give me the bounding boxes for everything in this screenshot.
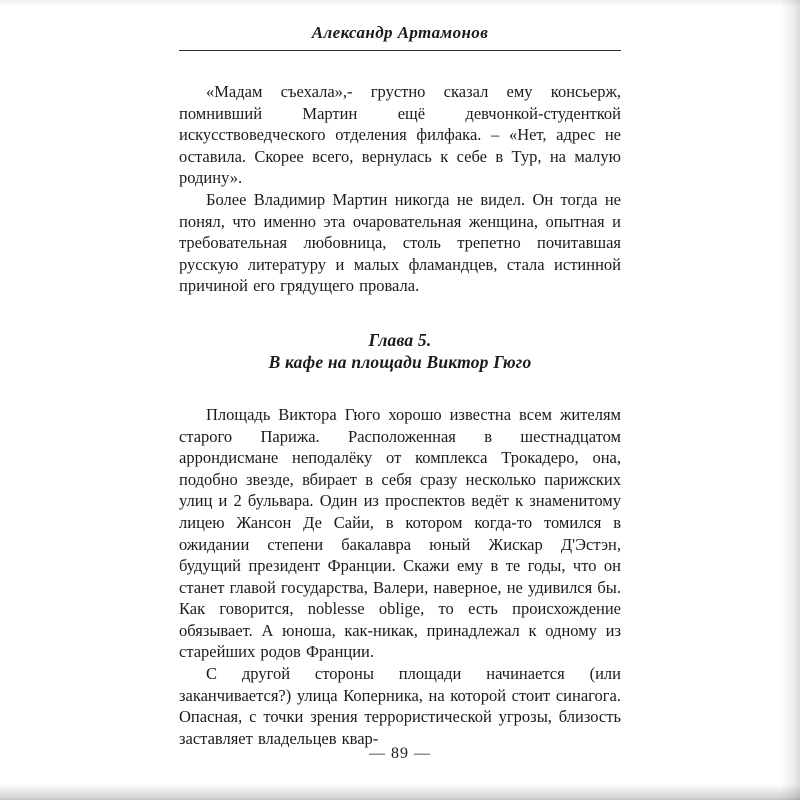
scan-edge-bottom bbox=[0, 784, 800, 800]
page-body bbox=[179, 81, 621, 749]
page-header bbox=[179, 0, 621, 51]
running-header-author: Александр Артамонов bbox=[311, 23, 489, 42]
header-rule bbox=[179, 50, 621, 51]
chapter-title: В кафе на площади Виктор Гюго bbox=[268, 351, 532, 372]
paragraph: С другой стороны площади начинается (или заканчивается?) улица Коперника, на которой стоит синагога. Опасная, с точки зрения террористической угрозы, близость заставляет владельцев квар- bbox=[179, 664, 621, 748]
chapter-heading bbox=[179, 329, 621, 373]
scan-edge-right bbox=[780, 0, 800, 800]
paragraph: «Мадам съехала»,- грустно сказал ему консьерж, помнивший Мартин ещё девчонкой-студенткой искусствоведческого отделения филфака. – «Нет, адрес не оставила. Скорее всего, вернулась к себе в Тур, на малую родину». bbox=[179, 82, 621, 188]
scan-edge-top bbox=[0, 0, 800, 6]
chapter-number: Глава 5. bbox=[368, 329, 432, 350]
paragraph: Площадь Виктора Гюго хорошо известна всем жителям старого Парижа. Расположенная в шестнадцатом аррондисмане неподалёку от комплекса Трокадеро, она, подобно звезде, вбирает в себя сразу несколько парижских улиц и 2 бульвара. Один из проспектов ведёт к знаменитому лицею Жансон Де Сайи, в котором когда-то томился в ожидании степени бакалавра юный Жискар Д'Эстэн, будущий президент Франции. Скажи ему в те годы, что он станет главой государства, Валери, наверное, не удивился бы. Как говорится, noblesse oblige, то есть происхождение обязывает. А юноша, как-никак, принадлежал к одному из старейших родов Франции. bbox=[179, 404, 621, 662]
text-column bbox=[179, 0, 621, 749]
page-number: — 89 — bbox=[369, 745, 431, 762]
paragraph: Более Владимир Мартин никогда не видел. Он тогда не понял, что именно эта очаровательная женщина, опытная и требовательная любовница, столь трепетно почитавшая русскую литературу и малых фламандцев, стала истинной причиной его грядущего провала. bbox=[179, 189, 621, 296]
